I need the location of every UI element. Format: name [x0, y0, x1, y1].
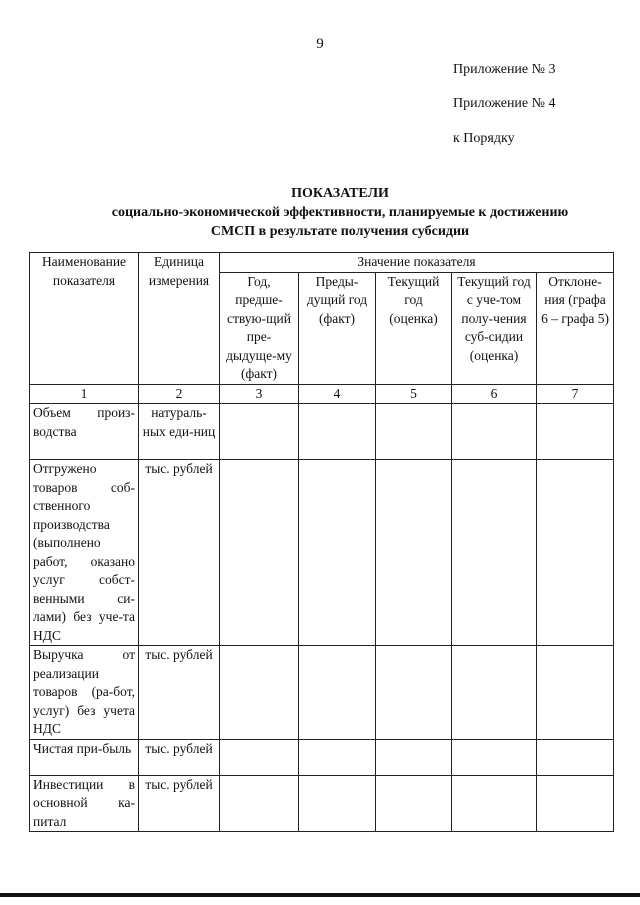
empty-cell — [452, 646, 537, 740]
empty-cell — [537, 775, 614, 832]
empty-cell — [299, 404, 376, 460]
page-number: 9 — [316, 36, 324, 52]
empty-cell — [299, 460, 376, 646]
document-title — [0, 184, 640, 241]
row-unit: тыс. рублей — [139, 775, 220, 832]
empty-cell — [299, 775, 376, 832]
header-value-group: Значение показателя — [220, 253, 614, 273]
empty-cell — [220, 775, 299, 832]
row-name: Выручка от реализации товаров (ра-бот, услуг) без учета НДС — [30, 646, 139, 740]
row-unit: тыс. рублей — [139, 460, 220, 646]
procedure-label: к Порядку — [453, 131, 515, 146]
header-col-5: Текущий год (оценка) — [376, 272, 452, 384]
column-number: 6 — [452, 384, 537, 404]
row-unit: тыс. рублей — [139, 739, 220, 775]
row-unit: тыс. рублей — [139, 646, 220, 740]
row-name: Инвестиции в основной ка-питал — [30, 775, 139, 832]
column-number: 5 — [376, 384, 452, 404]
empty-cell — [452, 775, 537, 832]
header-name: Наименование показателя — [30, 253, 139, 385]
empty-cell — [537, 739, 614, 775]
table-row — [30, 775, 614, 832]
empty-cell — [537, 460, 614, 646]
empty-cell — [220, 646, 299, 740]
empty-cell — [376, 404, 452, 460]
title-line-3: СМСП в результате получения субсидии — [210, 224, 470, 239]
indicators-table — [29, 252, 614, 832]
empty-cell — [452, 460, 537, 646]
empty-cell — [220, 739, 299, 775]
row-unit: натураль-ных еди-ниц — [139, 404, 220, 460]
empty-cell — [376, 460, 452, 646]
empty-cell — [452, 404, 537, 460]
column-number: 3 — [220, 384, 299, 404]
column-number: 7 — [537, 384, 614, 404]
table-row — [30, 739, 614, 775]
row-name: Отгружено товаров соб-ственного производства (выполнено работ, оказано услуг собст-венными си-лами) без уче-та НДС — [30, 460, 139, 646]
empty-cell — [299, 739, 376, 775]
column-number: 4 — [299, 384, 376, 404]
header-col-7: Отклоне-ния (графа 6 – графа 5) — [537, 272, 614, 384]
header-col-3: Год, предше-ствую-щий пре-дыдуще-му (факт) — [220, 272, 299, 384]
title-line-1: ПОКАЗАТЕЛИ — [291, 186, 389, 201]
header-col-4: Преды-дущий год (факт) — [299, 272, 376, 384]
empty-cell — [376, 739, 452, 775]
title-line-2: социально-экономической эффективности, планируемые к достижению — [111, 205, 569, 220]
table-row — [30, 460, 614, 646]
empty-cell — [452, 739, 537, 775]
row-name: Чистая при-быль — [30, 739, 139, 775]
column-number-row — [30, 384, 614, 404]
appendix-3-label: Приложение № 3 — [453, 62, 556, 77]
empty-cell — [376, 646, 452, 740]
table-row — [30, 646, 614, 740]
row-name: Объем произ-водства — [30, 404, 139, 460]
header-unit: Единица измерения — [139, 253, 220, 385]
bottom-rule — [0, 893, 640, 897]
column-number: 2 — [139, 384, 220, 404]
appendix-4-label: Приложение № 4 — [453, 96, 556, 111]
header-col-6: Текущий год с уче-том полу-чения суб-сидии (оценка) — [452, 272, 537, 384]
empty-cell — [220, 404, 299, 460]
column-number: 1 — [30, 384, 139, 404]
empty-cell — [537, 646, 614, 740]
table-row — [30, 404, 614, 460]
empty-cell — [376, 775, 452, 832]
empty-cell — [537, 404, 614, 460]
empty-cell — [299, 646, 376, 740]
empty-cell — [220, 460, 299, 646]
header-row-top — [30, 253, 614, 273]
